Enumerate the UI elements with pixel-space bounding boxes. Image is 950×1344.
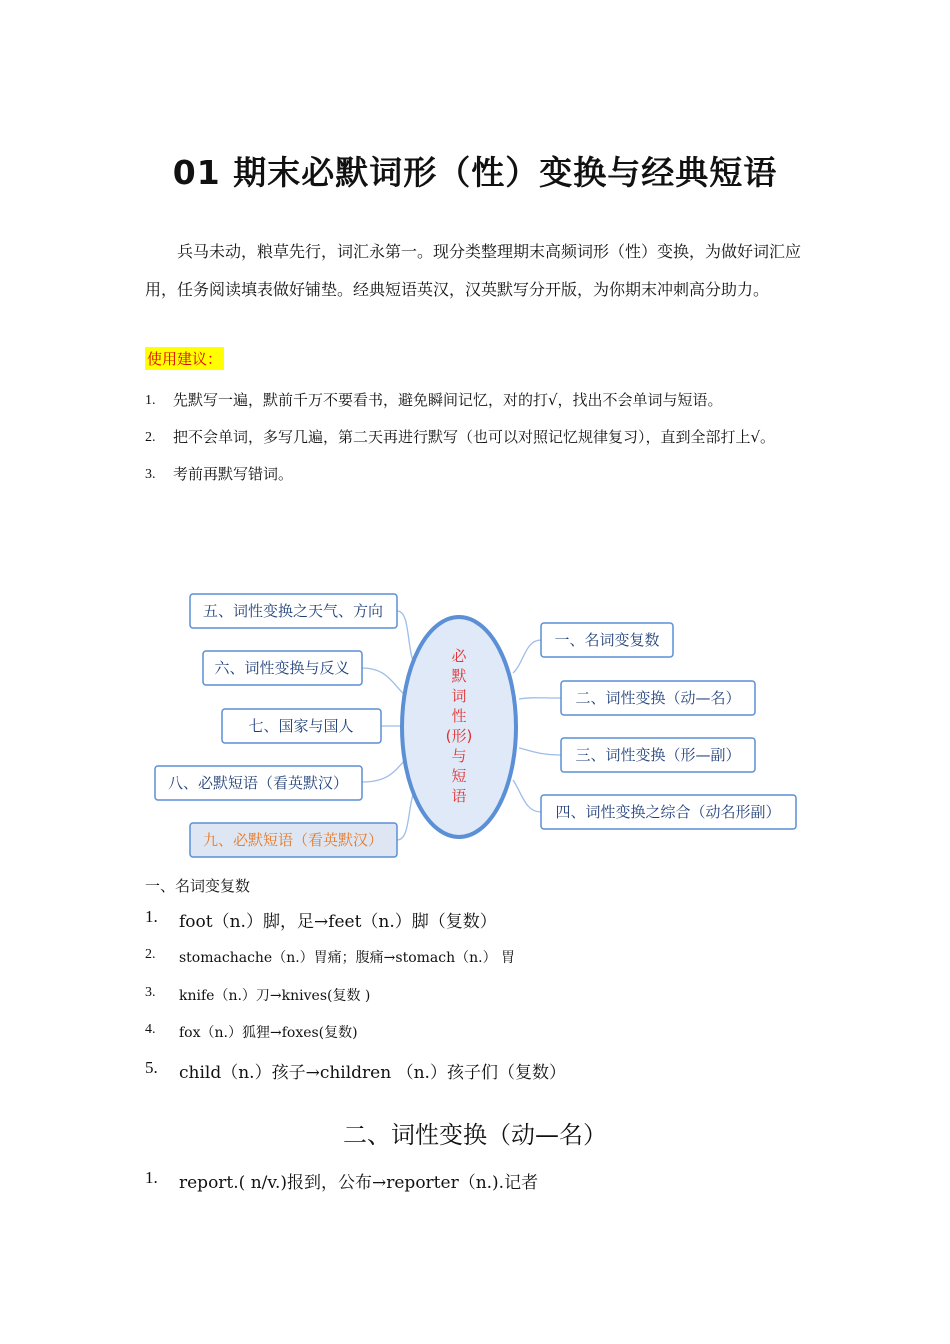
list-item bbox=[145, 1168, 538, 1193]
tip-label: 使用建议： bbox=[145, 347, 224, 370]
item-text: fox（n.）狐狸→foxes(复数) bbox=[179, 1025, 358, 1041]
item-number: 5. bbox=[145, 1058, 158, 1077]
node-label: 八、必默短语（看英默汉） bbox=[167, 774, 349, 792]
section-1-label: 一、名词变复数 bbox=[145, 877, 251, 895]
list-item bbox=[145, 985, 370, 1005]
tip-number: 1. bbox=[145, 393, 156, 408]
center-char: 性 bbox=[451, 707, 467, 725]
node-label: 一、名词变复数 bbox=[554, 631, 660, 649]
item-text: foot（n.）脚，足→feet（n.）脚（复数） bbox=[179, 912, 497, 932]
mind-map-node-1 bbox=[541, 623, 673, 657]
tip-text: 考前再默写错词。 bbox=[173, 465, 294, 483]
item-number: 4. bbox=[145, 1022, 156, 1037]
item-number: 3. bbox=[145, 985, 156, 1000]
list-item bbox=[145, 907, 497, 932]
mind-map-node-4 bbox=[541, 795, 796, 829]
node-label: 九、必默短语（看英默汉） bbox=[202, 831, 384, 849]
tips-list bbox=[145, 382, 805, 493]
tip-number: 3. bbox=[145, 467, 156, 482]
item-text: stomachache（n.）胃痛；腹痛→stomach（n.） 胃 bbox=[179, 950, 516, 966]
item-number: 1. bbox=[145, 1168, 158, 1187]
center-char: 默 bbox=[451, 667, 467, 685]
center-char: 短 bbox=[451, 767, 467, 785]
item-text: report.( n/v.)报到，公布→reporter（n.).记者 bbox=[179, 1173, 539, 1193]
mind-map-node-9 bbox=[190, 823, 397, 857]
list-item bbox=[145, 1022, 358, 1042]
mind-map-node-7 bbox=[222, 709, 381, 743]
list-item bbox=[145, 1058, 566, 1083]
node-label: 四、词性变换之综合（动名形副） bbox=[555, 803, 781, 821]
mind-map-node-8 bbox=[155, 766, 362, 800]
item-text: child（n.）孩子→children （n.）孩子们（复数） bbox=[179, 1063, 566, 1083]
tip-item bbox=[145, 419, 805, 456]
page-title: 01 期末必默词形（性）变换与经典短语 bbox=[172, 153, 778, 192]
center-char: 词 bbox=[451, 687, 467, 705]
intro-paragraph: 兵马未动，粮草先行，词汇永第一。现分类整理期末高频词形（性）变换，为做好词汇应用，任务阅读填表做好铺垫。经典短语英汉，汉英默写分开版，为你期末冲刺高分助力。 bbox=[145, 242, 802, 299]
mind-map bbox=[150, 585, 810, 865]
tip-item bbox=[145, 456, 805, 493]
item-number: 1. bbox=[145, 907, 158, 926]
center-char: 语 bbox=[451, 787, 467, 805]
tip-text: 把不会单词，多写几遍，第二天再进行默写（也可以对照记忆规律复习），直到全部打上√。 bbox=[173, 428, 776, 446]
node-label: 三、词性变换（形—副） bbox=[575, 746, 741, 764]
mind-map-node-5 bbox=[190, 594, 397, 628]
center-char: 必 bbox=[451, 647, 467, 665]
tip-text: 先默写一遍，默前千万不要看书，避免瞬间记忆，对的打√，找出不会单词与短语。 bbox=[173, 391, 723, 409]
list-item bbox=[145, 947, 515, 967]
center-char: 与 bbox=[451, 747, 467, 765]
tip-item bbox=[145, 382, 805, 419]
center-char: (形) bbox=[445, 727, 473, 745]
node-label: 七、国家与国人 bbox=[248, 717, 354, 735]
tip-number: 2. bbox=[145, 430, 156, 445]
mind-map-node-6 bbox=[203, 651, 362, 685]
node-label: 五、词性变换之天气、方向 bbox=[202, 602, 384, 620]
mind-map-node-2 bbox=[561, 681, 755, 715]
item-text: knife（n.）刀→knives(复数 ) bbox=[179, 988, 371, 1004]
section-2-heading: 二、词性变换（动—名） bbox=[343, 1121, 607, 1149]
node-label: 六、词性变换与反义 bbox=[214, 659, 350, 677]
item-number: 2. bbox=[145, 947, 156, 962]
node-label: 二、词性变换（动—名） bbox=[575, 689, 741, 707]
mind-map-node-3 bbox=[561, 738, 755, 772]
